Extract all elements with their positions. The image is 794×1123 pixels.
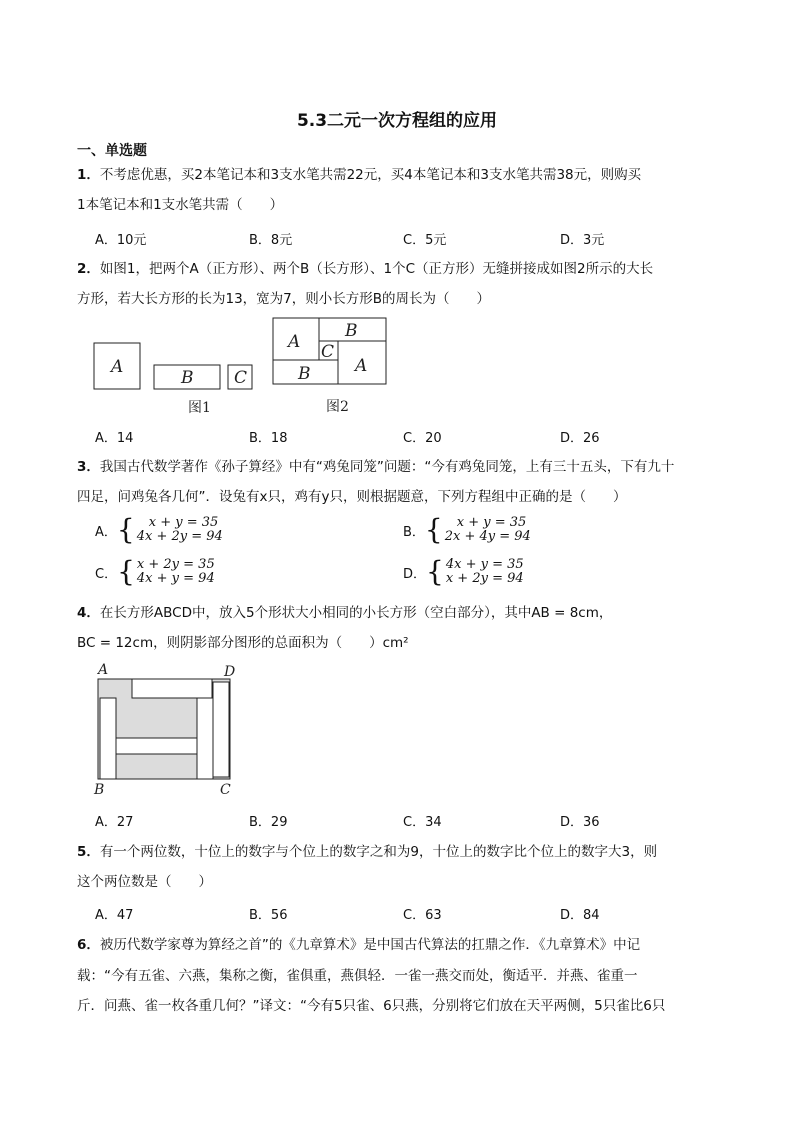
corner-label-d: D (224, 664, 236, 680)
question-1-option-c[interactable]: C．5元 (403, 233, 447, 248)
question-3-option-d-equations (446, 558, 524, 586)
question-2-option-c[interactable]: C．20 (403, 431, 442, 446)
small-rect-right-outer (213, 682, 229, 777)
small-rect-middle (116, 738, 197, 754)
question-1-option-d[interactable]: D．3元 (560, 233, 605, 248)
page-title: 5.3二元一次方程组的应用 (296, 111, 498, 131)
brace-icon: { (117, 555, 135, 588)
equation-2: 4x + 2y = 94 (136, 529, 223, 544)
fig2-label-a1: A (288, 332, 301, 352)
question-6-number: 6． (77, 937, 100, 953)
corner-label-a: A (98, 662, 109, 678)
question-3-option-a-equations (137, 516, 223, 544)
question-5-option-a[interactable]: A．47 (95, 908, 134, 923)
question-5-option-c[interactable]: C．63 (403, 908, 442, 923)
question-6-text: 被历代数学家尊为算经之首”的《九章算术》是中国古代算法的扛鼎之作．《九章算术》中记 (99, 937, 641, 953)
equation-2: x + 2y = 94 (445, 571, 524, 586)
small-rect-top (132, 679, 212, 698)
question-6-line-3: 斤．问燕、雀一枚各重几何？”译文：“今有5只雀、6只燕，分别将它们放在天平两侧，5只雀比6只 (77, 998, 666, 1014)
question-2-line-1 (77, 259, 653, 279)
question-3-line-2: 四足，问鸡兔各几何”．设兔有x只，鸡有y只，则根据题意，下列方程组中正确的是（ ） (77, 489, 627, 505)
question-1-line-1 (77, 165, 641, 185)
question-4-figure (90, 660, 250, 800)
fig1-label-c: C (234, 368, 248, 388)
question-1-option-a[interactable]: A．10元 (95, 233, 147, 248)
question-3-option-d[interactable] (403, 555, 524, 588)
question-2-option-b[interactable]: B．18 (249, 431, 288, 446)
fig1-label-b: B (181, 368, 194, 388)
question-1-line-2: 1本笔记本和1支水笔共需（ ） (77, 197, 284, 213)
question-3-line-1 (77, 457, 674, 477)
corner-label-b: B (94, 782, 105, 798)
question-1-option-b[interactable]: B．8元 (249, 233, 293, 248)
question-4-option-c[interactable]: C．34 (403, 815, 442, 830)
question-5-line-2: 这个两位数是（ ） (77, 874, 212, 890)
question-4-line-2: BC = 12cm，则阴影部分图形的总面积为（ ）cm² (77, 635, 409, 651)
fig2-caption: 图2 (326, 399, 349, 415)
corner-label-c: C (220, 782, 231, 798)
question-5-number: 5． (77, 844, 100, 860)
equation-1: 4x + y = 35 (445, 557, 524, 572)
fig1-label-a: A (111, 357, 124, 377)
small-rect-left (100, 698, 116, 779)
question-2-text: 如图1，把两个A（正方形）、两个B（长方形）、1个C（正方形）无缝拼接成如图2所示的大长 (99, 261, 654, 277)
equation-2: 2x + 4y = 94 (444, 529, 531, 544)
question-4-line-1 (77, 603, 612, 623)
question-2-option-a[interactable]: A．14 (95, 431, 134, 446)
fig1-caption: 图1 (188, 400, 211, 416)
question-3-option-b-label: B． (403, 524, 425, 540)
question-3-option-b-equations (445, 516, 531, 544)
question-6-line-1 (77, 935, 640, 955)
brace-icon: { (424, 513, 443, 546)
question-3-number: 3． (77, 459, 100, 475)
question-3-option-a[interactable] (95, 513, 223, 546)
question-5-line-1 (77, 842, 657, 862)
question-3-option-b[interactable] (403, 513, 531, 546)
question-4-option-b[interactable]: B．29 (249, 815, 288, 830)
question-5-option-b[interactable]: B．56 (249, 908, 288, 923)
question-1-number: 1． (77, 167, 100, 183)
fig2-label-c: C (321, 342, 335, 362)
question-2-number: 2． (77, 261, 100, 277)
question-3-option-c-equations (137, 558, 215, 586)
question-6-line-2: 载：“今有五雀、六燕，集称之衡，雀俱重，燕俱轻．一雀一燕交而处，衡适平．并燕、雀重一 (77, 968, 638, 984)
equation-1: x + y = 35 (148, 515, 219, 530)
question-3-text: 我国古代数学著作《孙子算经》中有“鸡兔同笼”问题：“今有鸡兔同笼，上有三十五头，下有九十 (99, 459, 675, 475)
question-4-option-d[interactable]: D．36 (560, 815, 600, 830)
question-4-number: 4． (77, 605, 100, 621)
question-2-figures (90, 314, 400, 420)
fig2-label-a2: A (355, 356, 368, 376)
fig2-label-b2: B (298, 364, 311, 384)
question-3-option-c[interactable] (95, 555, 215, 588)
question-4-option-a[interactable]: A．27 (95, 815, 134, 830)
question-3-option-a-label: A． (95, 524, 117, 540)
fig2-label-b1: B (345, 321, 358, 341)
question-3-option-d-label: D． (403, 566, 427, 582)
question-5-text: 有一个两位数，十位上的数字与个位上的数字之和为9，十位上的数字比个位上的数字大3，则 (99, 844, 658, 860)
question-3-option-c-label: C． (95, 566, 118, 582)
brace-icon: { (426, 555, 444, 588)
small-rect-right-inner (197, 698, 213, 779)
question-4-text: 在长方形ABCD中，放入5个形状大小相同的小长方形（空白部分），其中AB = 8cm， (99, 605, 613, 621)
question-5-option-d[interactable]: D．84 (560, 908, 600, 923)
equation-1: x + 2y = 35 (136, 557, 215, 572)
brace-icon: { (116, 513, 135, 546)
section-heading: 一、单选题 (77, 143, 147, 159)
equation-1: x + y = 35 (456, 515, 527, 530)
equation-2: 4x + y = 94 (136, 571, 215, 586)
question-2-line-2: 方形，若大长方形的长为13，宽为7，则小长方形B的周长为（ ） (77, 291, 491, 307)
question-2-option-d[interactable]: D．26 (560, 431, 600, 446)
question-1-text: 不考虑优惠，买2本笔记本和3支水笔共需22元，买4本笔记本和3支水笔共需38元，则购买 (99, 167, 642, 183)
